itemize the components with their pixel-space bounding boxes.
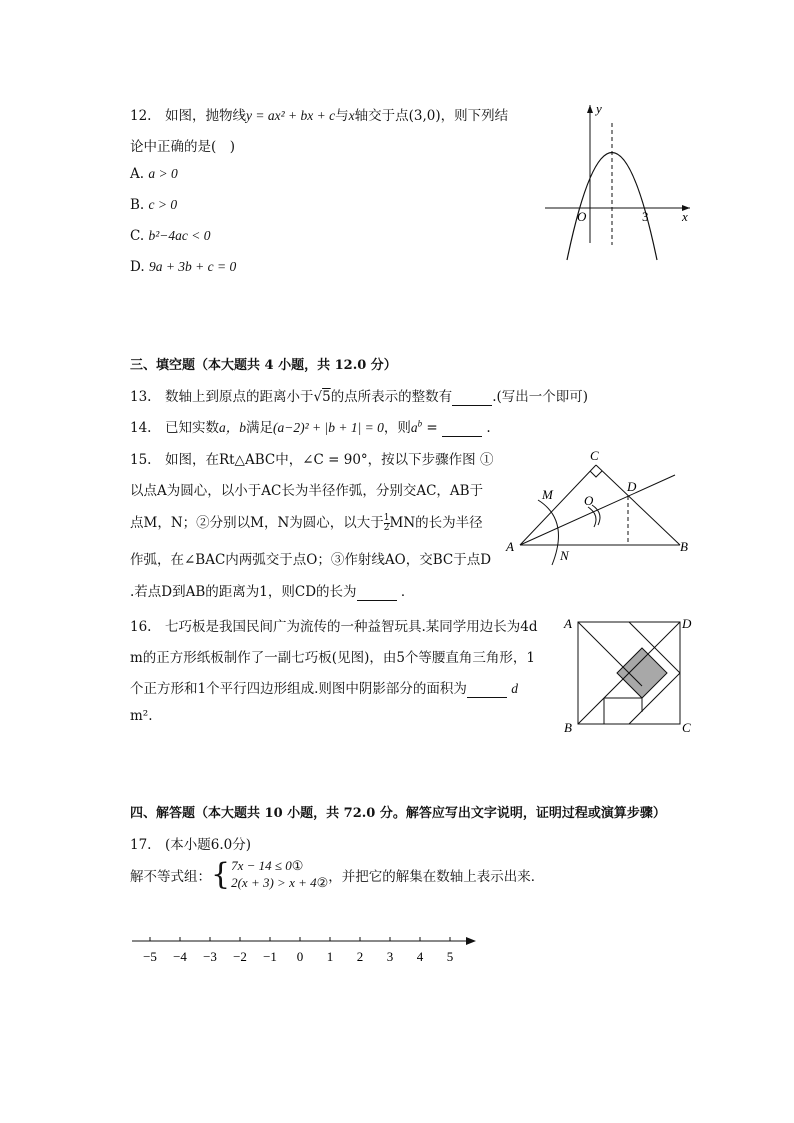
label-b: B (564, 720, 572, 735)
q14-end: = (422, 420, 443, 436)
q14-pre: 14. 已知实数 (130, 420, 219, 436)
q12-xvar: x (348, 108, 355, 123)
tick-label: −5 (143, 949, 157, 964)
tick-label: −4 (173, 949, 187, 964)
option-text: a > 0 (148, 166, 178, 181)
section4-title: 四、解答题（本大题共 10 小题，共 72.0 分。解答应写出文字说明，证明过程或演算步骤） (130, 806, 666, 821)
q12-option-a[interactable] (130, 166, 178, 182)
q17-system (130, 858, 544, 892)
q17-ineq1: 7x − 14 ≤ 0 (231, 858, 292, 873)
q16-text3: 个正方形和1个平行四边形组成.则图中阴影部分的面积为 (130, 681, 467, 697)
q17-head: 17. (本小题6.0分) (130, 837, 251, 853)
tick-label: 5 (446, 949, 454, 964)
option-letter: A. (130, 166, 145, 182)
q14-then: ，则 (383, 420, 411, 436)
q15-text3b: MN的长为半径 (389, 515, 483, 531)
q12-option-c[interactable] (130, 228, 210, 244)
label-b: B (680, 539, 688, 554)
q13-root: 5 (322, 389, 331, 405)
q15-end: ． (400, 584, 415, 600)
tangram-line-1 (578, 622, 642, 686)
q14-mid: 满足 (245, 420, 273, 436)
q12-lead: 12. 如图，抛物线 (130, 108, 246, 124)
label-o: O (584, 493, 594, 508)
q15-text3a: 点M，N；②分别以M，N为圆心，以大于 (130, 515, 384, 531)
tick-label: 1 (326, 949, 334, 964)
label-a: A (506, 539, 514, 554)
sqrt-icon: √ (313, 389, 323, 405)
q15-step1-mark: ① (479, 452, 494, 468)
tick-label: 4 (416, 949, 424, 964)
origin-label: O (577, 209, 587, 224)
root-label: 3 (642, 209, 649, 224)
x-label: x (682, 209, 688, 224)
tick-label: −2 (233, 949, 247, 964)
tick-label: 0 (296, 949, 304, 964)
q15-text1: 15. 如图，在Rt△ABC中，∠C = 90°，按以下步骤作图 (130, 452, 476, 468)
q12-option-b[interactable] (130, 197, 177, 213)
q13-post: 的点所表示的整数有 (330, 389, 453, 405)
q12-tail: 轴交于点(3,0)，则下列结 (354, 108, 509, 124)
q12-line2: 论中正确的是( ) (130, 139, 236, 155)
q15-line5 (130, 580, 414, 601)
label-d: D (682, 616, 692, 631)
q17-number-line[interactable] (128, 928, 488, 970)
q17-inequalities (231, 858, 328, 892)
label-d: D (627, 479, 637, 494)
q15-answer-blank[interactable] (357, 584, 397, 601)
q12-line1 (130, 104, 508, 124)
q13-after: .(写出一个即可) (492, 389, 589, 405)
q12-parabola-figure (540, 95, 700, 270)
frac-den: 2 (383, 523, 390, 533)
option-letter: C. (130, 228, 145, 244)
q12-equation: y = ax² + bx + c (245, 108, 336, 123)
q15-line3 (130, 511, 483, 533)
label-a: A (564, 616, 572, 631)
section3-title: 三、填空题（本大题共 4 小题，共 12.0 分） (130, 358, 397, 373)
q16-line1: 16. 七巧板是我国民间广为流传的一种益智玩具.某同学用边长为4d (130, 619, 538, 635)
q17-ineq2: 2(x + 3) > x + 4 (231, 875, 317, 890)
q14-answer-blank[interactable] (442, 420, 482, 437)
q14: 14. 已知实数a，b满足(a−2)² + |b + 1| = 0，则$a^b$ = . (130, 418, 491, 436)
brace-icon: { (211, 857, 231, 892)
frac-num: 1 (383, 513, 390, 523)
q12-option-d[interactable] (130, 259, 236, 275)
q16-unit-d: d (511, 681, 518, 696)
q16-tangram-figure (560, 612, 700, 737)
tick-label: 3 (386, 949, 394, 964)
q15-line2: 以点A为圆心，以小于AC长为半径作弧，分别交AC，AB于 (130, 483, 484, 499)
q16-line2: m的正方形纸板制作了一副七巧板(见图)，由5个等腰直角三角形，1 (130, 650, 536, 666)
y-label: y (596, 101, 602, 116)
q14-vars: a，b (218, 420, 246, 435)
option-text: b²−4ac < 0 (148, 228, 211, 243)
arc-o1 (588, 507, 596, 527)
label-m: M (542, 487, 553, 502)
option-text: c > 0 (148, 197, 178, 212)
q13-pre: 13. 数轴上到原点的距离小于 (130, 389, 314, 405)
q14-equation: (a−2)² + |b + 1| = 0 (272, 420, 384, 435)
q15-text5: .若点D到AB的距离为1，则CD的长为 (130, 584, 357, 600)
shaded-square (617, 648, 667, 698)
q16-line3 (130, 677, 518, 698)
q14-power-exp: b (417, 418, 423, 429)
q13-answer-blank[interactable] (452, 389, 492, 406)
q14-power-base: a (410, 420, 418, 435)
option-letter: D. (130, 259, 145, 275)
q16-line4: m². (130, 708, 153, 724)
tick-label: −1 (263, 949, 277, 964)
q12-mid: 与 (335, 108, 349, 124)
q17-mark2: ② (316, 876, 329, 891)
option-text: 9a + 3b + c = 0 (148, 259, 237, 274)
label-c: C (682, 720, 691, 735)
right-angle-icon (590, 471, 602, 477)
number-line-arrow-icon (466, 937, 476, 945)
q17-pre: 解不等式组： (130, 869, 211, 885)
q17-post: ，并把它的解集在数轴上表示出来． (328, 869, 545, 885)
option-letter: B. (130, 197, 145, 213)
q15-line1 (130, 448, 493, 468)
tick-label: −3 (203, 949, 217, 964)
q13 (130, 385, 588, 406)
tick-label: 2 (356, 949, 364, 964)
label-c: C (590, 448, 599, 463)
q17-mark1: ① (291, 859, 304, 874)
q15-line4: 作弧，在∠BAC内两弧交于点O；③作射线AO，交BC于点D (130, 552, 492, 568)
q15-triangle-figure (500, 445, 700, 570)
label-n: N (560, 548, 569, 563)
q16-answer-blank[interactable] (467, 681, 507, 698)
y-arrow-icon (587, 105, 593, 113)
